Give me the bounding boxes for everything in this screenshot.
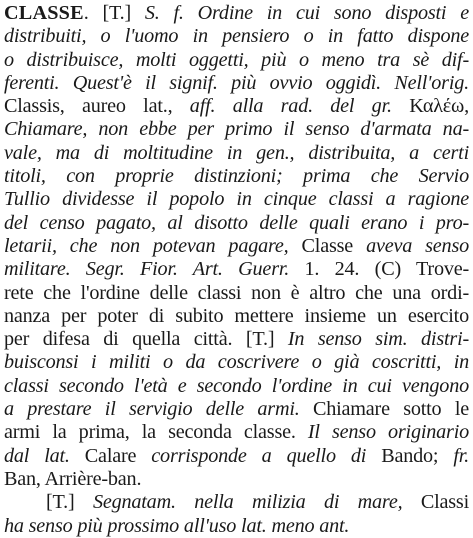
entry-text-segment: In senso sim. distri- xyxy=(287,328,469,351)
entry-text-segment: Καλέω, xyxy=(409,95,469,118)
entry-text-segment: militare. Segr. Fior. Art. Guerr. xyxy=(4,258,305,281)
entry-line xyxy=(4,445,469,468)
dictionary-entry xyxy=(4,2,469,538)
entry-text-segment: a prestare il servigio delle armi. xyxy=(4,398,313,421)
entry-line xyxy=(4,118,469,141)
entry-text-segment: Il senso originario xyxy=(307,421,470,444)
entry-text-segment: o distribuisce, molti oggetti, più o meno tra sè dif- xyxy=(4,48,469,71)
entry-line xyxy=(4,351,469,374)
entry-line xyxy=(4,515,469,538)
entry-text-segment: per difesa di quella città. [T.] xyxy=(4,328,288,351)
entry-text-segment: Bando; xyxy=(381,444,454,467)
entry-text-segment: ha senso più prossimo all'uso lat. meno ant. xyxy=(4,514,350,537)
entry-text-segment: [T.] xyxy=(46,491,93,514)
entry-text-segment: ferenti. Quest'è il signif. più ovvio oggidì. Nell'orig. xyxy=(4,71,469,94)
entry-line xyxy=(4,165,469,188)
headword: CLASSE xyxy=(4,2,84,24)
entry-text-segment: rete che l'ordine delle classi non è altro che una ordi- xyxy=(4,281,469,304)
entry-text-segment: distribuiti, o l'uomo in pensiero o in fatto dispone xyxy=(4,25,469,48)
entry-text-segment: vale, ma di moltitudine in gen., distribuita, a certi xyxy=(4,141,469,164)
entry-text-segment: buisconsi i militi o da coscrivere o già coscritti, in xyxy=(4,351,469,374)
entry-text-segment: titoli, con proprie distinzioni; prima che Servio xyxy=(4,165,469,188)
entry-line xyxy=(4,72,469,95)
entry-line xyxy=(4,142,469,165)
entry-text-segment: corrisponde a quello di xyxy=(151,444,382,467)
entry-line xyxy=(4,468,469,491)
entry-text-segment: dal lat. xyxy=(4,444,85,467)
entry-line xyxy=(4,305,469,328)
entry-text-segment: aveva senso xyxy=(366,234,470,257)
entry-text-segment: Classis, aureo lat., xyxy=(4,95,190,118)
entry-text-segment: Segnatam. nella milizia di mare, xyxy=(92,491,421,514)
entry-line xyxy=(4,282,469,305)
entry-line xyxy=(4,212,469,235)
entry-text-segment: Classi xyxy=(420,491,469,514)
entry-text-segment: S. f. Ordine in cui sono disposti e xyxy=(144,2,469,24)
entry-text-segment: Ban, Arrière-ban. xyxy=(4,467,142,490)
entry-line xyxy=(4,421,469,444)
entry-text-segment: Chiamare sotto le xyxy=(312,398,469,421)
entry-text-segment: aff. alla rad. del gr. xyxy=(189,95,410,118)
entry-line xyxy=(4,95,469,118)
entry-line xyxy=(4,235,469,258)
entry-text-segment: nanza per poter di subito mettere insieme un esercito xyxy=(4,304,469,327)
entry-text-segment: . [T.] xyxy=(83,2,145,24)
entry-line xyxy=(4,328,469,351)
entry-line xyxy=(4,398,469,421)
entry-line xyxy=(4,491,469,514)
entry-text-segment: classi secondo l'età e secondo l'ordine in cui vengono xyxy=(4,374,469,397)
entry-text-segment: Chiamare, non ebbe per primo il senso d'armata na- xyxy=(4,118,469,141)
entry-text-segment: Classe xyxy=(301,234,367,257)
entry-text-segment: fr. xyxy=(453,444,470,467)
entry-line xyxy=(4,258,469,281)
entry-text-segment: Tullio dividesse il popolo in cinque classi a ragione xyxy=(4,188,469,211)
entry-line xyxy=(4,375,469,398)
entry-line xyxy=(4,2,469,25)
entry-text-segment: Calare xyxy=(84,444,152,467)
entry-text-segment: armi la prima, la seconda classe. xyxy=(4,421,308,444)
entry-text-segment: 1. 24. (C) Trove- xyxy=(304,258,470,281)
entry-text-segment: del censo pagato, al disotto delle quali erano i pro- xyxy=(4,211,469,234)
entry-line xyxy=(4,49,469,72)
entry-line xyxy=(4,188,469,211)
entry-line xyxy=(4,25,469,48)
entry-text-segment: letarii, che non potevan pagare, xyxy=(4,234,302,257)
